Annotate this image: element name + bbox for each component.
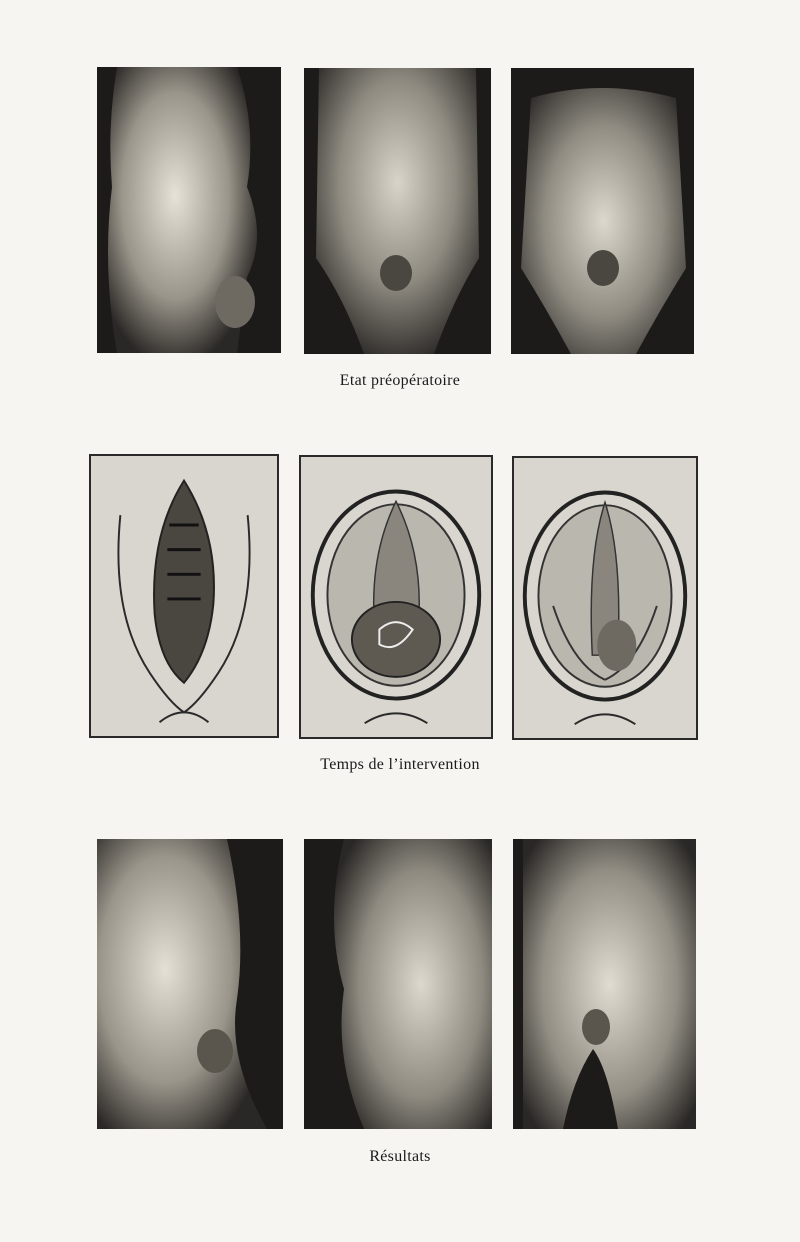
caption-results: Résultats (369, 1148, 431, 1165)
drawing-intervention-step-1 (89, 454, 279, 738)
photo-result-lateral (97, 839, 283, 1129)
photo-result-front (513, 839, 696, 1129)
caption-intervention: Temps de l’intervention (320, 756, 480, 773)
caption-preoperative: Etat préopératoire (339, 372, 461, 389)
photo-preop-front (304, 68, 491, 354)
drawing-intervention-step-2 (299, 455, 493, 739)
photo-preop-front-2 (511, 68, 694, 354)
drawing-intervention-step-3 (512, 456, 698, 740)
photo-preop-lateral (97, 67, 281, 353)
photo-result-side (304, 839, 492, 1129)
